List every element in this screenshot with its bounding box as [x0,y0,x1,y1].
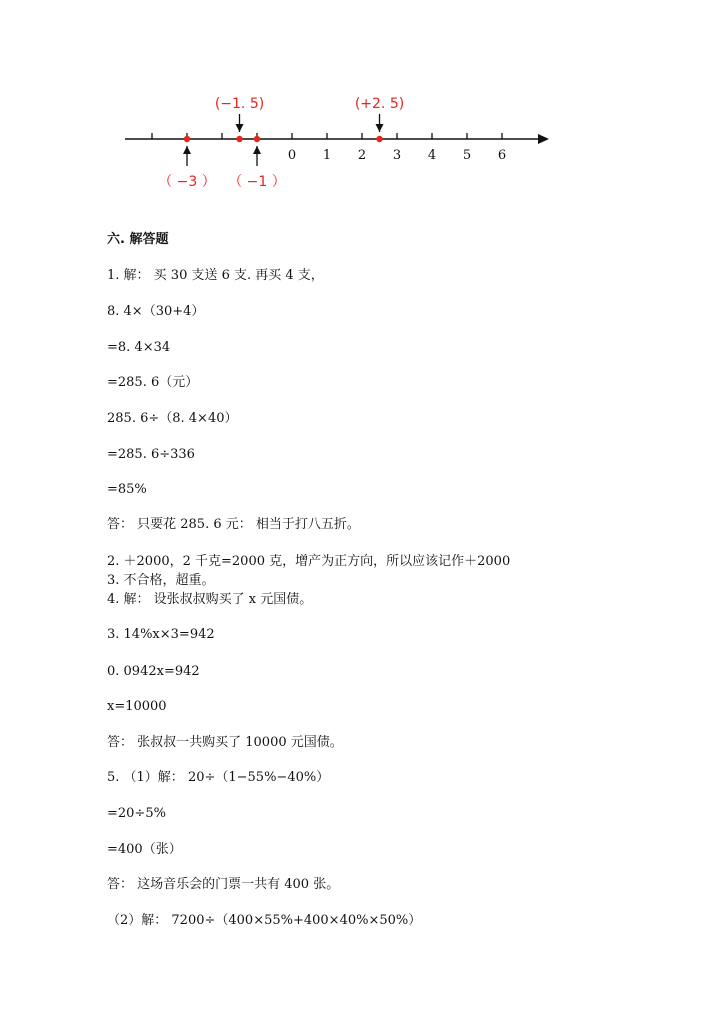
answer-line-6: =285. 6÷336 [107,447,195,462]
answer-line-3: =8. 4×34 [107,340,171,355]
answer-line-16: 5. （1）解： 20÷（1−55%−40%） [107,770,330,785]
point-label: (+2. 5) [354,96,405,112]
answer-line-12: 3. 14%x×3=942 [107,627,215,642]
tick-label: 0 [287,148,297,163]
answer-line-7: =85% [107,482,147,497]
answer-line-14: x=10000 [107,699,167,714]
point-label: （ −1 ） [228,174,286,190]
answer-line-15: 答： 张叔叔一共购买了 10000 元国债。 [107,735,343,750]
answer-line-4: =285. 6（元） [107,375,199,390]
tick-label: 2 [357,148,367,163]
pointer-arrowhead [253,146,261,154]
answer-line-9: 2. ＋2000，2 千克=2000 克，增产为正方向，所以应该记作＋2000 [107,554,511,569]
answer-line-18: =400（张） [107,842,182,857]
answer-line-19: 答： 这场音乐会的门票一共有 400 张。 [107,877,340,892]
answer-line-1: 1. 解： 买 30 支送 6 支. 再买 4 支， [107,268,324,283]
pointer-arrowhead [376,124,384,132]
answer-line-20: （2）解： 7200÷（400×55%+400×40%×50%） [107,913,422,928]
answer-line-10: 3. 不合格，超重。 [107,573,215,588]
tick-label: 4 [427,148,437,163]
point-label: (−1. 5) [214,96,265,112]
marked-point [376,136,382,142]
axis-arrowhead [538,134,549,144]
answer-line-8: 答： 只要花 285. 6 元： 相当于打八五折。 [107,517,360,532]
marked-point [236,136,242,142]
pointer-arrowhead [183,146,191,154]
tick-label: 5 [462,148,472,163]
tick-label: 3 [392,148,402,163]
tick-label: 1 [322,148,332,163]
number-line [0,0,720,200]
point-label: （ −3 ） [158,174,216,190]
pointer-arrowhead [236,124,244,132]
answer-line-2: 8. 4×（30+4） [107,304,205,319]
marked-point [254,136,260,142]
marked-point [184,136,190,142]
answer-line-17: =20÷5% [107,806,166,821]
answer-line-13: 0. 0942x=942 [107,664,200,679]
section-title: 六. 解答题 [107,232,169,247]
answer-line-11: 4. 解： 设张叔叔购买了 x 元国债。 [107,592,313,607]
tick-label: 6 [497,148,507,163]
answer-line-5: 285. 6÷（8. 4×40） [107,411,238,426]
